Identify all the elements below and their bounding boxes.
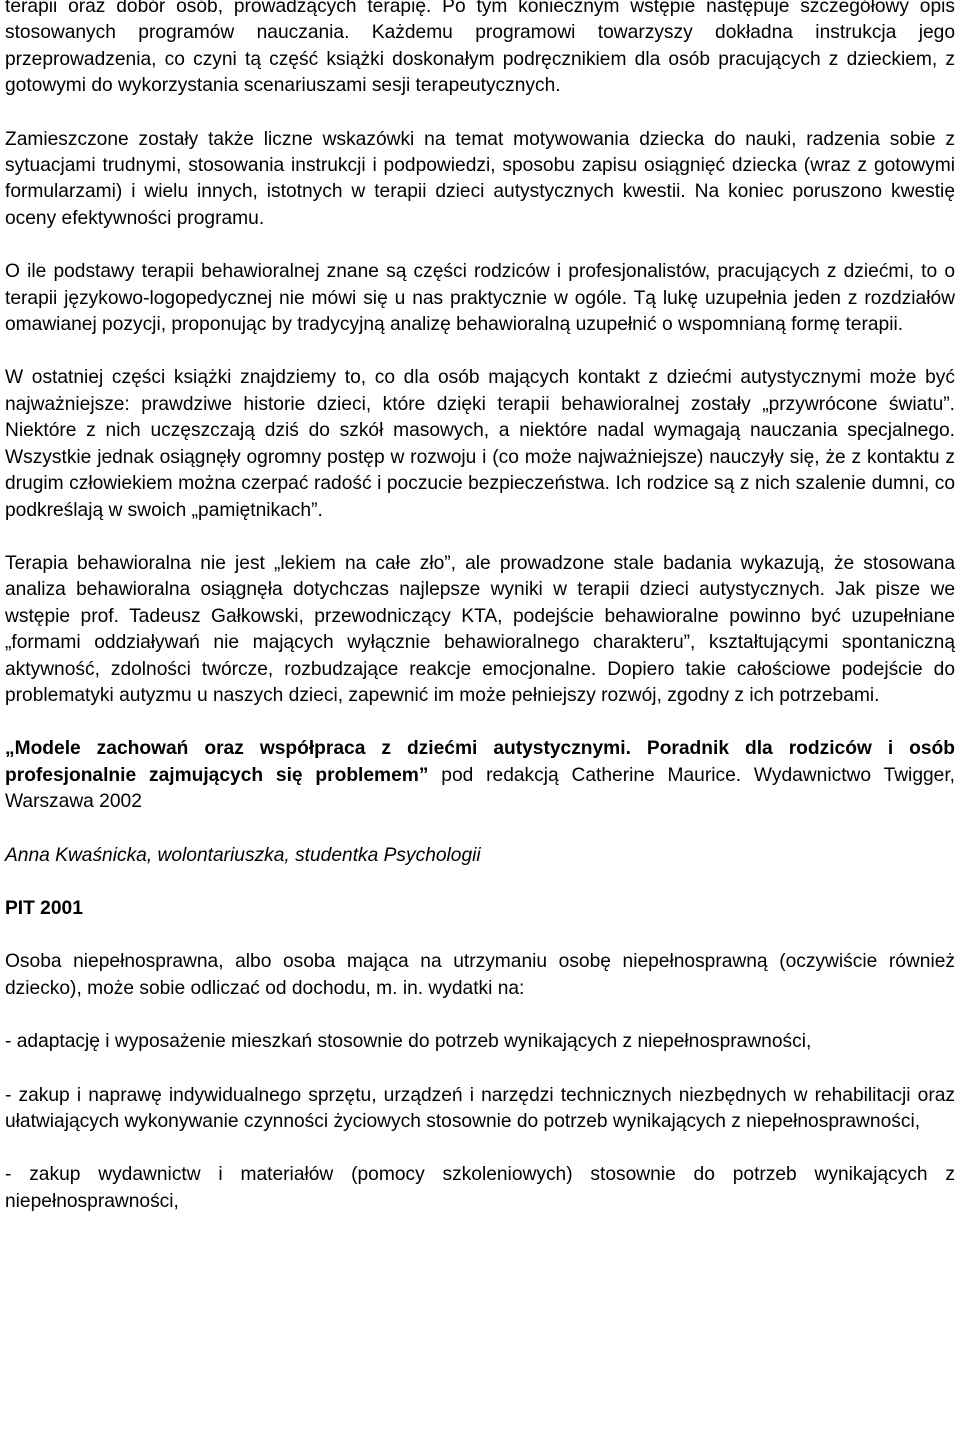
book-citation [5, 736, 955, 815]
document-page [5, 0, 955, 1242]
paragraph-tips: Zamieszczone zostały także liczne wskazówki na temat motywowania dziecka do nauki, radzenia sobie z sytuacjami trudnymi, stosowania instrukcji i podpowiedzi, sposobu zapisu osiągnięć dziecka (wraz z gotowymi formularzami) i wielu innych, istotnych w terapii dzieci autystycznych kwestii. Na koniec poruszono kwestię oceny efektywności programu. [5, 128, 955, 229]
author-line: Anna Kwaśnicka, wolontariuszka, studentka Psychologii [5, 844, 481, 866]
section-heading: PIT 2001 [5, 897, 83, 919]
paragraph-programs: terapii oraz dobór osób, prowadzących terapię. Po tym koniecznym wstępie następuje szczegółowy opis stosowanych programów nauczania. Każdemu programowi towarzyszy dokładna instrukcja jego przeprowadzenia, co czyni tą część książki doskonałym podręcznikiem dla osób pracujących z dzieckiem, z gotowymi do wykorzystania scenariuszami sesji terapeutycznych. [5, 0, 955, 97]
paragraph-language-therapy: O ile podstawy terapii behawioralnej znane są części rodziców i profesjonalistów, pracujących z dziećmi, to o terapii językowo-logopedycznej nie mówi się u nas praktycznie w ogóle. Tą lukę uzupełnia jeden z rozdziałów omawianej pozycji, proponując by tradycyjną analizę behawioralną uzupełnić o wspomnianą formę terapii. [5, 261, 955, 336]
pit-item: - zakup i naprawę indywidualnego sprzętu, urządzeń i narzędzi technicznych niezbędnych w rehabilitacji oraz ułatwiających wykonywanie czynności życiowych stosownie do potrzeb wynikających z niepełnosprawności, [5, 1084, 955, 1132]
book-title: „Modele zachowań oraz współpraca z dziećmi autystycznymi. Poradnik dla rodziców i osób profesjonalnie zajmujących się problemem” [5, 738, 955, 786]
paragraph-stories: W ostatniej części książki znajdziemy to, co dla osób mających kontakt z dziećmi autystycznymi może być najważniejsze: prawdziwe historie dzieci, które dzięki terapii behawioralnej zostały „przywrócone światu”. Niektóre z nich uczęszczają dziś do szkół masowych, a niektóre nadal wymagają nauczania specjalnego. Wszystkie jednak osiągnęły ogromny postęp w rozwoju i (co może najważniejsze) nauczyły się, że z kontaktu z drugim człowiekiem można czerpać radość i poczucie bezpieczeństwa. Ich rodzice są z nich szalenie dumni, co podkreślają w swoich „pamiętnikach”. [5, 367, 955, 521]
pit-item: - adaptację i wyposażenie mieszkań stosownie do potrzeb wynikających z niepełnosprawności, [5, 1031, 812, 1053]
pit-intro: Osoba niepełnosprawna, albo osoba mająca na utrzymaniu osobę niepełnosprawną (oczywiście również dziecko), może sobie odliczać od dochodu, m. in. wydatki na: [5, 951, 955, 999]
paragraph-behavioral-therapy: Terapia behawioralna nie jest „lekiem na całe zło”, ale prowadzone stale badania wykazują, że stosowana analiza behawioralna osiągnęła dotychczas najlepsze wyniki w terapii dzieci autystycznych. Jak pisze we wstępie prof. Tadeusz Gałkowski, przewodniczący KTA, podejście behawioralne powinno być uzupełniane „formami oddziaływań nie mających wyłącznie behawioralnego charakteru”, kształtującymi spontaniczną aktywność, zdolności twórcze, rozbudzające reakcje emocjonalne. Dopiero takie całościowe podejście do problematyki autyzmu u naszych dzieci, zapewnić im może pełniejszy rozwój, zgodny z ich potrzebami. [5, 552, 955, 706]
pit-item: - zakup wydawnictw i materiałów (pomocy szkoleniowych) stosownie do potrzeb wynikających z niepełnosprawności, [5, 1164, 955, 1212]
book-editor: pod redakcją Catherine Maurice. Wydawnictwo Twigger, Warszawa 2002 [5, 764, 955, 813]
